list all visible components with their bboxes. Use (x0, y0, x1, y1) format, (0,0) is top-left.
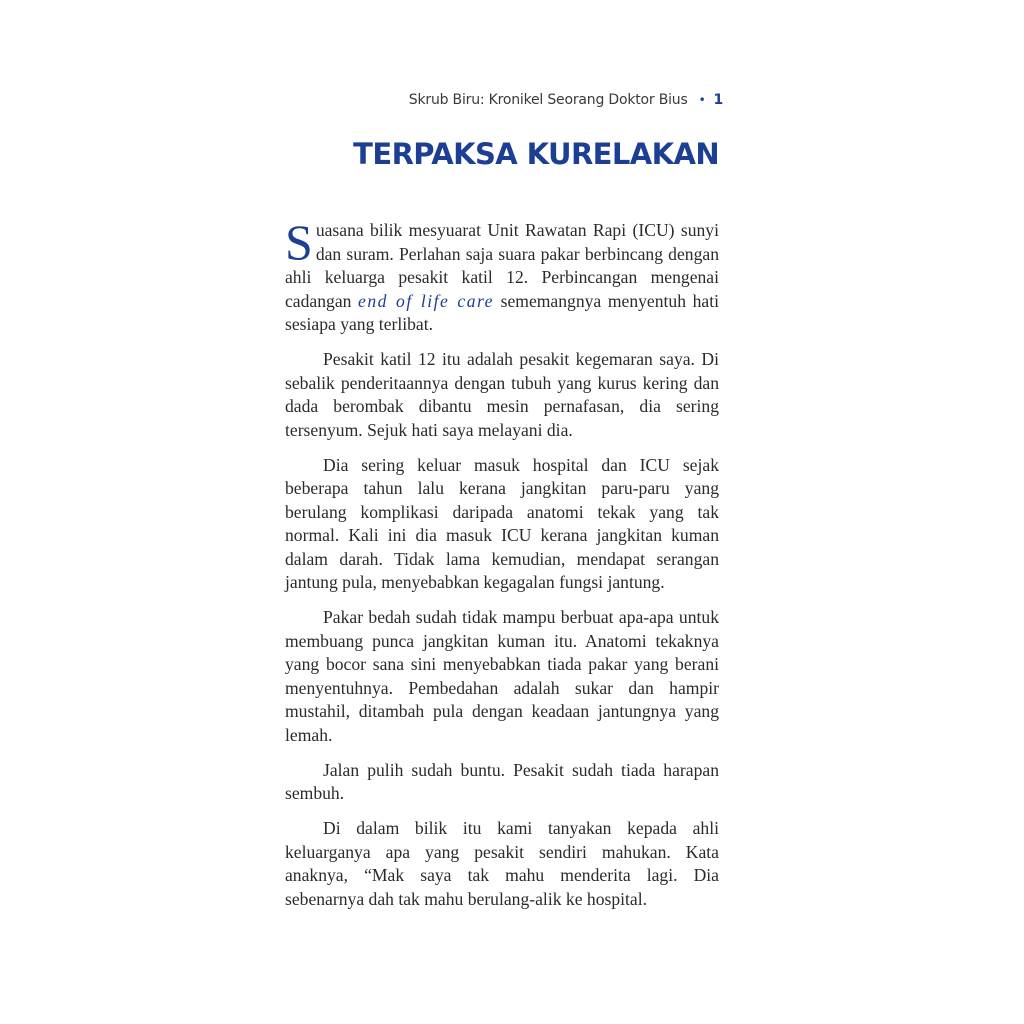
paragraph-1-text-b: sememangnya menyentuh hati sesiapa yang terlibat. (285, 290, 719, 334)
paragraph-3: Dia sering keluar masuk hospital dan ICU sejak beberapa tahun lalu kerana jangkitan paru-paru yang berulang komplikasi daripada anatomi tekak yang tak normal. Kali ini dia masuk ICU kerana jangkitan kuman dalam darah. Tidak lama kemudian, mendapat serangan jantung pula, menyebabkan kegagalan fungsi jantung. (285, 454, 719, 592)
paragraph-4: Pakar bedah sudah tidak mampu berbuat apa-apa untuk membuang punca jangkitan kuman itu. Anatomi tekaknya yang bocor sana sini menyebabkan tiada pakar yang berani menyentuhnya. Pembedahan adalah sukar dan hampir mustahil, ditambah pula dengan keadaan jantungnya yang lemah. (285, 607, 719, 745)
emphasized-phrase: end of life care (358, 290, 494, 311)
paragraph-2: Pesakit katil 12 itu adalah pesakit kegemaran saya. Di sebalik penderitaannya dengan tubuh yang kurus kering dan dada berombak dibantu mesin pernafasan, dia sering tersenyum. Sejuk hati saya melayani dia. (285, 349, 719, 440)
paragraph-1 (285, 214, 719, 337)
paragraph-1-text-a: uasana bilik mesyuarat Unit Rawatan Rapi (ICU) sunyi dan suram. Perlahan saja suara pakar berbincang dengan ahli keluarga pesakit katil 12. Perbincangan mengenai cadangan (285, 220, 719, 311)
page-number: 1 (713, 92, 723, 108)
chapter-body (285, 214, 719, 923)
chapter-title: TERPAKSA KURELAKAN (353, 137, 719, 171)
running-header (409, 92, 723, 108)
book-title: Skrub Biru: Kronikel Seorang Doktor Bius (408, 92, 688, 108)
paragraph-6: Di dalam bilik itu kami tanyakan kepada ahli keluarganya apa yang pesakit sendiri mahukan. Kata anaknya, “Mak saya tak mahu menderita lagi. Dia sebenarnya dah tak mahu berulang-alik ke hospital. (285, 818, 719, 909)
header-separator: • (698, 93, 706, 107)
paragraph-5: Jalan pulih sudah buntu. Pesakit sudah tiada harapan sembuh. (285, 759, 719, 803)
drop-cap: S (285, 214, 313, 270)
